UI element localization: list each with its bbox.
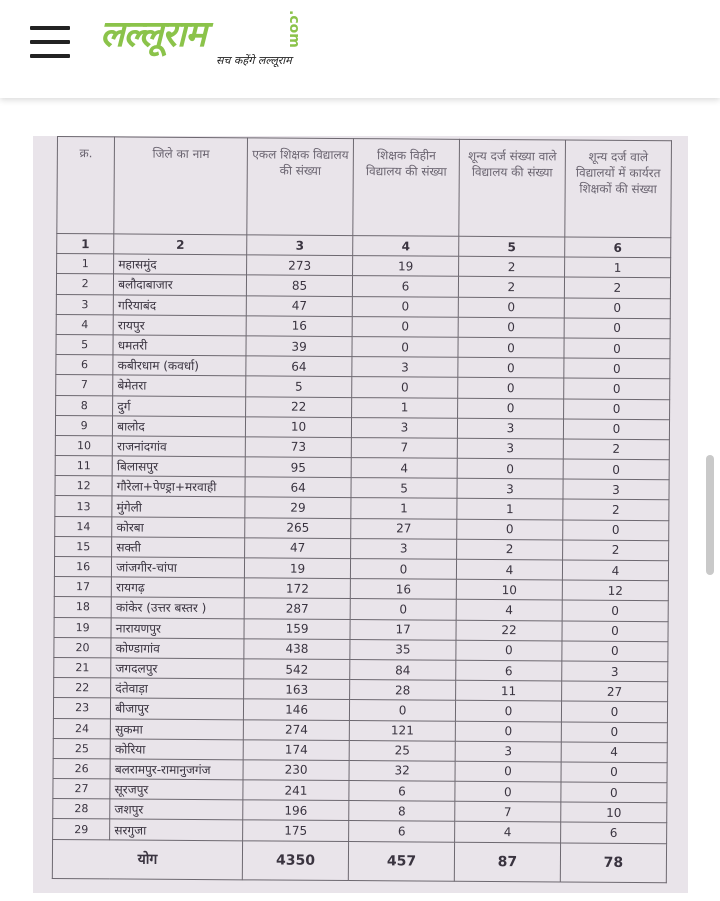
value-cell: 2 xyxy=(563,499,669,520)
logo-text: लल्लूराम xyxy=(100,13,206,55)
site-logo[interactable] xyxy=(100,8,310,72)
value-cell: 0 xyxy=(455,701,561,722)
value-cell: 19 xyxy=(353,256,459,277)
district-cell: बेमेतरा xyxy=(113,375,246,396)
index-cell: 6 xyxy=(565,237,671,258)
index-cell: 1 xyxy=(57,234,114,255)
value-cell: 6 xyxy=(349,821,455,842)
value-cell: 47 xyxy=(245,538,351,559)
serial-cell: 1 xyxy=(57,254,114,275)
district-cell: सक्ती xyxy=(112,537,245,558)
value-cell: 6 xyxy=(560,822,666,843)
serial-cell: 17 xyxy=(54,577,111,598)
value-cell: 0 xyxy=(563,399,669,420)
value-cell: 230 xyxy=(243,760,349,781)
value-cell: 39 xyxy=(246,336,352,357)
district-cell: धमतरी xyxy=(113,335,246,356)
value-cell: 0 xyxy=(563,459,669,480)
district-cell: जशपुर xyxy=(110,799,243,820)
value-cell: 35 xyxy=(350,639,456,660)
value-cell: 4 xyxy=(561,742,667,763)
value-cell: 2 xyxy=(563,439,669,460)
value-cell: 0 xyxy=(455,761,561,782)
menu-icon[interactable] xyxy=(30,26,70,58)
value-cell: 5 xyxy=(246,376,352,397)
value-cell: 0 xyxy=(457,458,563,479)
serial-cell: 24 xyxy=(53,718,110,739)
table-header-row xyxy=(57,137,672,238)
value-cell: 1 xyxy=(351,498,457,519)
serial-cell: 14 xyxy=(55,516,112,537)
value-cell: 0 xyxy=(458,317,564,338)
value-cell: 159 xyxy=(244,618,350,639)
serial-cell: 9 xyxy=(55,415,112,436)
district-cell: गौरेला+पेण्ड्रा+मरवाही xyxy=(112,476,245,497)
value-cell: 0 xyxy=(352,337,458,358)
value-cell: 274 xyxy=(243,719,349,740)
col-header-single-teacher: एकल शिक्षक विद्यालय की संख्या xyxy=(247,138,354,236)
value-cell: 84 xyxy=(350,659,456,680)
col-header-district: जिले का नाम xyxy=(114,137,247,235)
value-cell: 25 xyxy=(349,740,455,761)
value-cell: 17 xyxy=(350,619,456,640)
col-header-teachers-zero-enrollment: शून्य दर्ज वाले विद्यालयों में कार्यरत शिक्षकों की संख्या xyxy=(565,140,672,238)
district-cell: सूरजपुर xyxy=(110,779,243,800)
value-cell: 2 xyxy=(564,277,670,298)
value-cell: 73 xyxy=(245,437,351,458)
district-school-table xyxy=(52,136,672,883)
value-cell: 1 xyxy=(352,397,458,418)
value-cell: 2 xyxy=(459,256,565,277)
value-cell: 273 xyxy=(247,255,353,276)
value-cell: 47 xyxy=(246,295,352,316)
total-teachers-zero-enrollment: 78 xyxy=(560,843,666,883)
value-cell: 287 xyxy=(244,598,350,619)
total-zero-enrollment: 87 xyxy=(454,842,560,882)
value-cell: 0 xyxy=(561,762,667,783)
value-cell: 2 xyxy=(457,539,563,560)
serial-cell: 18 xyxy=(54,597,111,618)
district-cell: नारायणपुर xyxy=(111,617,244,638)
value-cell: 64 xyxy=(245,477,351,498)
logo-tagline: सच कहेंगे लल्लूराम xyxy=(216,54,292,67)
value-cell: 0 xyxy=(455,721,561,742)
total-label: योग xyxy=(52,839,242,879)
value-cell: 22 xyxy=(456,620,562,641)
value-cell: 6 xyxy=(352,276,458,297)
value-cell: 0 xyxy=(562,600,668,621)
district-cell: कांकेर (उत्तर बस्तर ) xyxy=(111,597,244,618)
value-cell: 3 xyxy=(562,661,668,682)
district-cell: राजनांदगांव xyxy=(113,436,246,457)
value-cell: 3 xyxy=(457,418,563,439)
value-cell: 4 xyxy=(351,458,457,479)
value-cell: 4 xyxy=(562,560,668,581)
value-cell: 85 xyxy=(246,275,352,296)
col-header-serial: क्र. xyxy=(57,137,115,234)
value-cell: 121 xyxy=(349,720,455,741)
district-cell: महासमुंद xyxy=(114,254,247,275)
value-cell: 10 xyxy=(245,417,351,438)
value-cell: 3 xyxy=(351,417,457,438)
district-cell: कोरिया xyxy=(110,739,243,760)
district-cell: कोण्डागांव xyxy=(111,638,244,659)
index-cell: 3 xyxy=(247,235,353,256)
article-image xyxy=(33,136,688,893)
district-cell: दुर्ग xyxy=(113,395,246,416)
serial-cell: 28 xyxy=(53,799,110,820)
district-cell: बालोद xyxy=(113,416,246,437)
total-no-teacher: 457 xyxy=(348,841,454,881)
serial-cell: 21 xyxy=(54,657,111,678)
value-cell: 196 xyxy=(243,800,349,821)
value-cell: 0 xyxy=(564,318,670,339)
district-cell: सरगुजा xyxy=(110,819,243,840)
serial-cell: 12 xyxy=(55,476,112,497)
value-cell: 0 xyxy=(455,781,561,802)
value-cell: 5 xyxy=(351,478,457,499)
value-cell: 10 xyxy=(456,579,562,600)
serial-cell: 8 xyxy=(56,395,113,416)
value-cell: 29 xyxy=(245,497,351,518)
value-cell: 0 xyxy=(563,520,669,541)
value-cell: 4 xyxy=(456,600,562,621)
site-header xyxy=(0,0,720,98)
col-header-zero-enrollment: शून्य दर्ज संख्या वाले विद्यालय की संख्या xyxy=(459,139,566,237)
value-cell: 0 xyxy=(561,722,667,743)
serial-cell: 23 xyxy=(53,698,110,719)
district-cell: जांजगीर-चांपा xyxy=(112,557,245,578)
value-cell: 0 xyxy=(350,599,456,620)
index-cell: 4 xyxy=(353,236,459,257)
serial-cell: 15 xyxy=(55,536,112,557)
value-cell: 3 xyxy=(352,357,458,378)
district-cell: कोरबा xyxy=(112,517,245,538)
district-cell: रायपुर xyxy=(113,315,246,336)
district-cell: बलरामपुर-रामानुजगंज xyxy=(110,759,243,780)
district-cell: बीजापुर xyxy=(111,698,244,719)
serial-cell: 29 xyxy=(53,819,110,840)
value-cell: 28 xyxy=(350,680,456,701)
value-cell: 16 xyxy=(350,579,456,600)
value-cell: 0 xyxy=(350,700,456,721)
district-cell: बलौदाबाजार xyxy=(114,274,247,295)
serial-cell: 7 xyxy=(56,375,113,396)
value-cell: 0 xyxy=(352,316,458,337)
value-cell: 0 xyxy=(458,337,564,358)
value-cell: 0 xyxy=(564,378,670,399)
value-cell: 265 xyxy=(245,517,351,538)
value-cell: 2 xyxy=(458,277,564,298)
value-cell: 95 xyxy=(245,457,351,478)
value-cell: 7 xyxy=(455,802,561,823)
district-cell: कबीरधाम (कवर्धा) xyxy=(113,355,246,376)
district-cell: बिलासपुर xyxy=(112,456,245,477)
serial-cell: 13 xyxy=(55,496,112,517)
value-cell: 172 xyxy=(244,578,350,599)
value-cell: 6 xyxy=(456,660,562,681)
district-cell: गरियाबंद xyxy=(114,294,247,315)
serial-cell: 11 xyxy=(55,456,112,477)
value-cell: 0 xyxy=(564,338,670,359)
value-cell: 27 xyxy=(351,518,457,539)
serial-cell: 10 xyxy=(55,435,112,456)
value-cell: 19 xyxy=(244,558,350,579)
value-cell: 3 xyxy=(457,438,563,459)
serial-cell: 6 xyxy=(56,355,113,376)
value-cell: 16 xyxy=(246,316,352,337)
district-cell: सुकमा xyxy=(111,718,244,739)
value-cell: 438 xyxy=(244,639,350,660)
district-cell: मुंगेली xyxy=(112,496,245,517)
serial-cell: 3 xyxy=(56,294,113,315)
col-header-no-teacher: शिक्षक विहीन विद्यालय की संख्या xyxy=(353,139,460,237)
total-row xyxy=(52,839,666,882)
value-cell: 0 xyxy=(458,357,564,378)
value-cell: 0 xyxy=(458,378,564,399)
district-cell: जगदलपुर xyxy=(111,658,244,679)
value-cell: 2 xyxy=(562,540,668,561)
value-cell: 0 xyxy=(351,559,457,580)
serial-cell: 2 xyxy=(56,274,113,295)
value-cell: 0 xyxy=(563,419,669,440)
index-cell: 2 xyxy=(114,234,247,255)
serial-cell: 4 xyxy=(56,314,113,335)
serial-cell: 16 xyxy=(54,556,111,577)
serial-cell: 25 xyxy=(53,738,110,759)
value-cell: 12 xyxy=(562,580,668,601)
serial-cell: 26 xyxy=(53,758,110,779)
serial-cell: 19 xyxy=(54,617,111,638)
value-cell: 1 xyxy=(564,257,670,278)
district-cell: दंतेवाड़ा xyxy=(111,678,244,699)
serial-cell: 22 xyxy=(54,678,111,699)
value-cell: 0 xyxy=(562,621,668,642)
value-cell: 64 xyxy=(246,356,352,377)
value-cell: 174 xyxy=(243,740,349,761)
value-cell: 11 xyxy=(456,680,562,701)
value-cell: 542 xyxy=(244,659,350,680)
value-cell: 3 xyxy=(455,741,561,762)
value-cell: 146 xyxy=(243,699,349,720)
scrollbar[interactable] xyxy=(706,455,714,575)
value-cell: 0 xyxy=(352,377,458,398)
value-cell: 0 xyxy=(458,398,564,419)
value-cell: 3 xyxy=(457,479,563,500)
value-cell: 175 xyxy=(243,820,349,841)
value-cell: 10 xyxy=(561,802,667,823)
value-cell: 0 xyxy=(456,640,562,661)
value-cell: 241 xyxy=(243,780,349,801)
value-cell: 0 xyxy=(564,358,670,379)
value-cell: 4 xyxy=(456,559,562,580)
total-single-teacher: 4350 xyxy=(242,840,348,880)
value-cell: 163 xyxy=(244,679,350,700)
district-cell: रायगढ़ xyxy=(112,577,245,598)
value-cell: 32 xyxy=(349,760,455,781)
value-cell: 7 xyxy=(351,437,457,458)
serial-cell: 20 xyxy=(54,637,111,658)
index-cell: 5 xyxy=(459,236,565,257)
value-cell: 27 xyxy=(561,681,667,702)
serial-cell: 5 xyxy=(56,334,113,355)
value-cell: 0 xyxy=(561,701,667,722)
value-cell: 4 xyxy=(455,822,561,843)
value-cell: 0 xyxy=(352,296,458,317)
value-cell: 22 xyxy=(246,396,352,417)
value-cell: 6 xyxy=(349,781,455,802)
value-cell: 3 xyxy=(351,538,457,559)
value-cell: 0 xyxy=(457,519,563,540)
value-cell: 8 xyxy=(349,801,455,822)
value-cell: 3 xyxy=(563,479,669,500)
value-cell: 1 xyxy=(457,499,563,520)
serial-cell: 27 xyxy=(53,779,110,800)
value-cell: 0 xyxy=(564,298,670,319)
value-cell: 0 xyxy=(562,641,668,662)
value-cell: 0 xyxy=(458,297,564,318)
value-cell: 0 xyxy=(561,782,667,803)
logo-suffix: .com xyxy=(286,10,302,48)
